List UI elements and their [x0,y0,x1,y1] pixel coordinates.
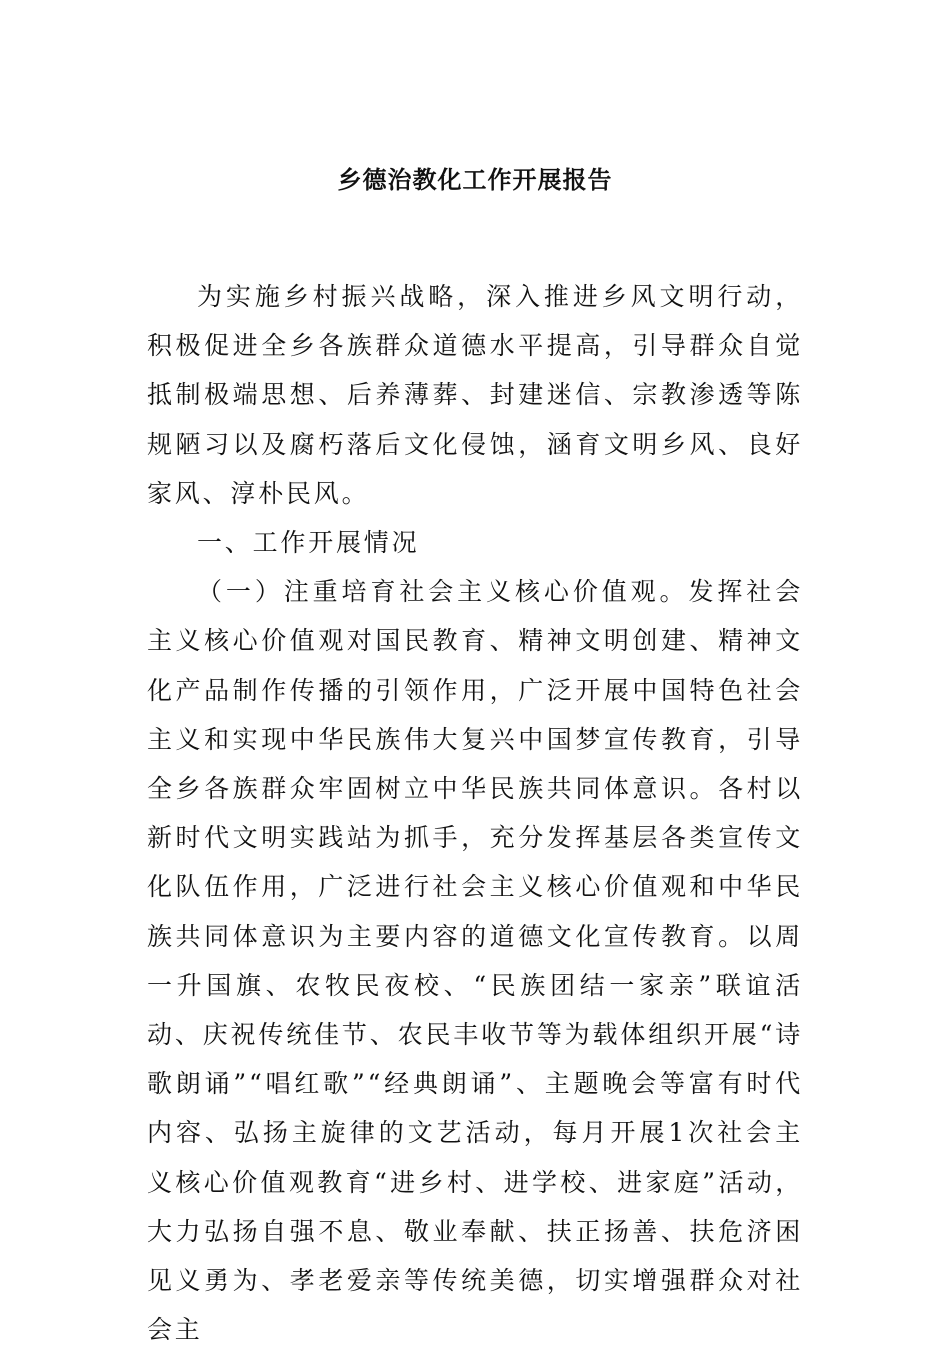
document-title: 乡德治教化工作开展报告 [337,165,613,194]
section-paragraph: （一）注重培育社会主义核心价值观。发挥社会主义核心价值观对国民教育、精神文明创建、精神文化产品制作传播的引领作用，广泛开展中国特色社会主义和实现中华民族伟大复兴中国梦宣传教育，引导全乡各族群众牢固树立中华民族共同体意识。各村以新时代文明实践站为抓手，充分发挥基层各类宣传文化队伍作用，广泛进行社会主义核心价值观和中华民族共同体意识为主要内容的道德文化宣传教育。以周一升国旗、农牧民夜校、“民族团结一家亲”联谊活动、庆祝传统佳节、农民丰收节等为载体组织开展“诗歌朗诵”“唱红歌”“经典朗诵”、主题晚会等富有时代内容、弘扬主旋律的文艺活动，每月开展1次社会主义核心价值观教育“进乡村、进学校、进家庭”活动，大力弘扬自强不息、敬业奉献、扶正扬善、扶危济困见义勇为、孝老爱亲等传统美德，切实增强群众对社会主 [147,577,803,1345]
document-body [147,272,803,1354]
section-heading: 一、工作开展情况 [197,528,420,558]
intro-paragraph: 为实施乡村振兴战略，深入推进乡风文明行动，积极促进全乡各族群众道德水平提高，引导群众自觉抵制极端思想、后养薄葬、封建迷信、宗教渗透等陈规陋习以及腐朽落后文化侵蚀，涵育文明乡风、良好家风、淳朴民风。 [147,282,803,508]
